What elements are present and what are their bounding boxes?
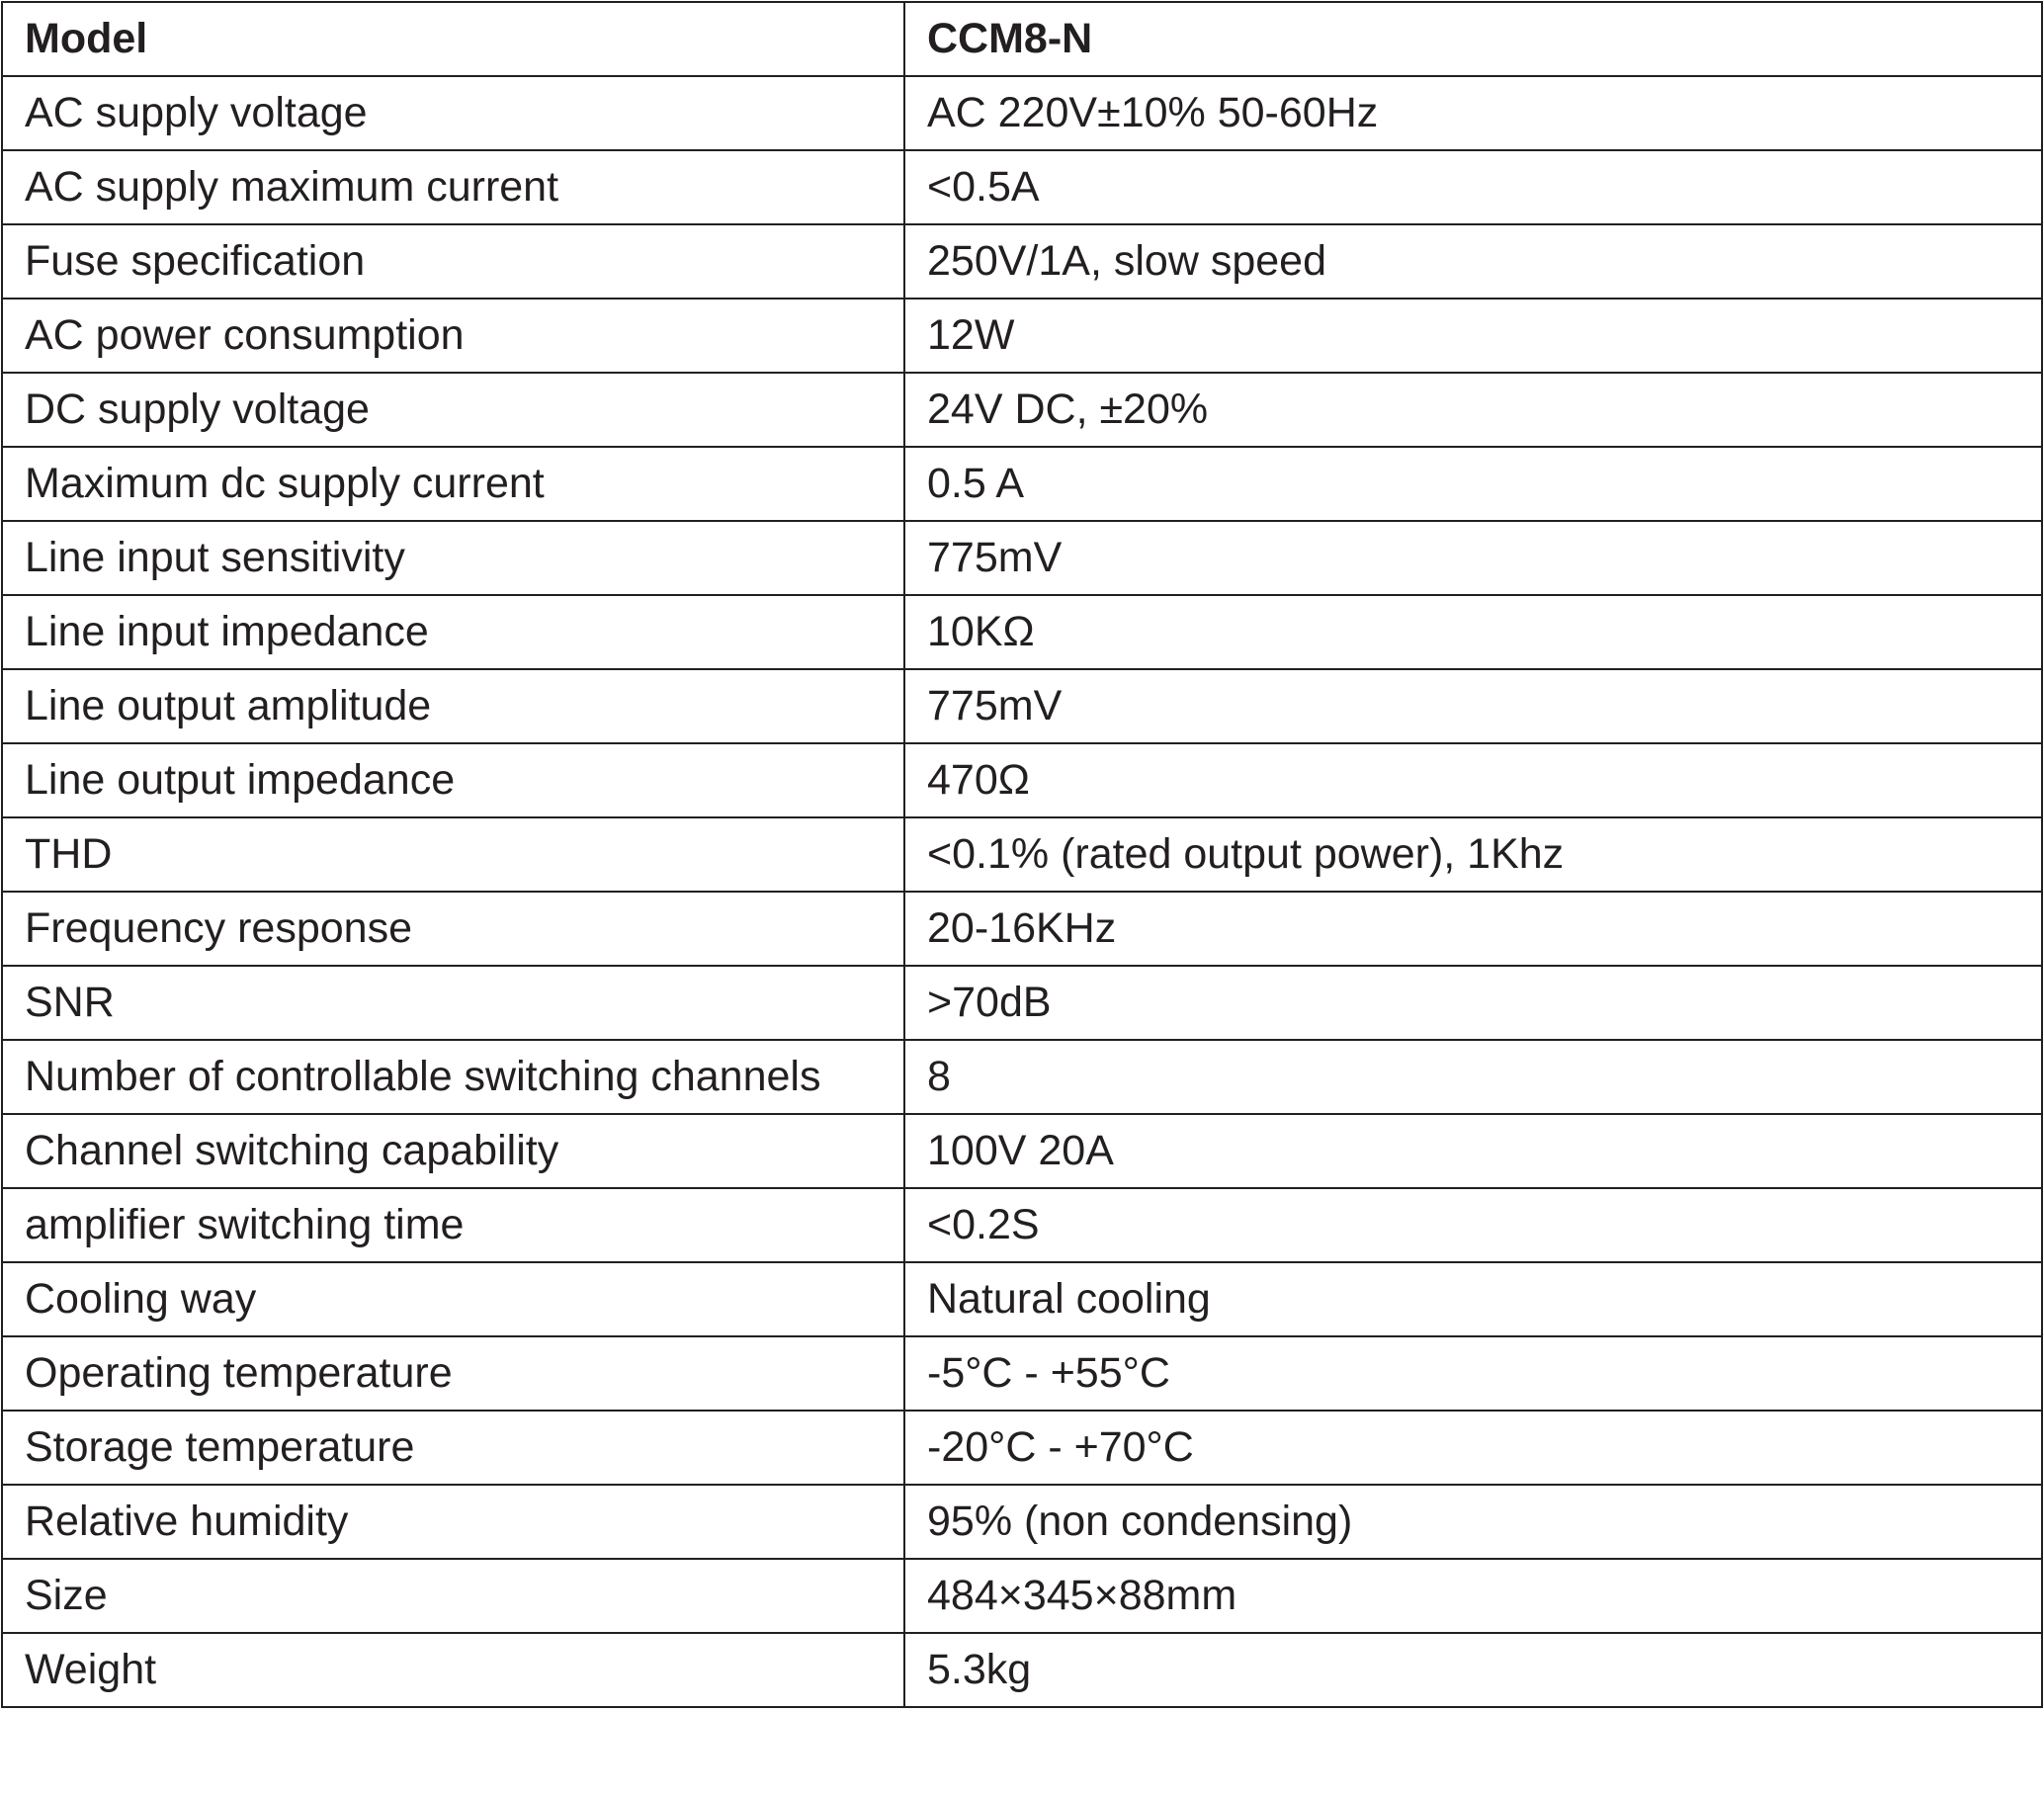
row-label-cell: Number of controllable switching channels	[2, 1040, 904, 1114]
row-label-cell: Weight	[2, 1633, 904, 1707]
row-value-cell: 10KΩ	[904, 595, 2042, 669]
row-label-cell: Maximum dc supply current	[2, 447, 904, 521]
table-row	[2, 521, 2042, 595]
row-value-cell: 775mV	[904, 669, 2042, 743]
row-label-cell: Line output amplitude	[2, 669, 904, 743]
row-value-cell: AC 220V±10% 50-60Hz	[904, 76, 2042, 150]
table-row	[2, 76, 2042, 150]
table-row	[2, 447, 2042, 521]
row-value-cell: 5.3kg	[904, 1633, 2042, 1707]
row-value-cell: >70dB	[904, 966, 2042, 1040]
spec-table	[1, 1, 2043, 1708]
row-label-cell: Channel switching capability	[2, 1114, 904, 1188]
row-label-cell: SNR	[2, 966, 904, 1040]
table-row	[2, 1040, 2042, 1114]
row-label-cell: DC supply voltage	[2, 373, 904, 447]
row-value-cell: <0.5A	[904, 150, 2042, 224]
row-value-cell: 775mV	[904, 521, 2042, 595]
row-label-cell: AC power consumption	[2, 299, 904, 373]
row-value-cell: 95% (non condensing)	[904, 1485, 2042, 1559]
table-row	[2, 669, 2042, 743]
row-value-cell: -5°C - +55°C	[904, 1336, 2042, 1411]
row-value-cell: <0.1% (rated output power), 1Khz	[904, 817, 2042, 892]
table-row	[2, 1188, 2042, 1262]
table-row	[2, 966, 2042, 1040]
row-label-cell: AC supply maximum current	[2, 150, 904, 224]
row-label-cell: amplifier switching time	[2, 1188, 904, 1262]
table-row	[2, 1411, 2042, 1485]
table-row	[2, 595, 2042, 669]
table-row	[2, 1485, 2042, 1559]
row-value-cell: 100V 20A	[904, 1114, 2042, 1188]
table-row	[2, 373, 2042, 447]
table-header-row	[2, 2, 2042, 76]
row-label-cell: Storage temperature	[2, 1411, 904, 1485]
row-value-cell: 24V DC, ±20%	[904, 373, 2042, 447]
row-value-cell: 20-16KHz	[904, 892, 2042, 966]
row-value-cell: -20°C - +70°C	[904, 1411, 2042, 1485]
row-label-cell: Relative humidity	[2, 1485, 904, 1559]
row-label-cell: THD	[2, 817, 904, 892]
row-label-cell: Line output impedance	[2, 743, 904, 817]
row-value-cell: 250V/1A, slow speed	[904, 224, 2042, 299]
row-value-cell: 470Ω	[904, 743, 2042, 817]
row-label-cell: Operating temperature	[2, 1336, 904, 1411]
row-label-cell: Fuse specification	[2, 224, 904, 299]
table-row	[2, 1559, 2042, 1633]
row-label-cell: Line input sensitivity	[2, 521, 904, 595]
row-label-cell: Cooling way	[2, 1262, 904, 1336]
table-row	[2, 224, 2042, 299]
table-row	[2, 1633, 2042, 1707]
header-value-cell: CCM8-N	[904, 2, 2042, 76]
row-value-cell: <0.2S	[904, 1188, 2042, 1262]
table-row	[2, 892, 2042, 966]
row-value-cell: 0.5 A	[904, 447, 2042, 521]
header-label-cell: Model	[2, 2, 904, 76]
table-row	[2, 150, 2042, 224]
row-label-cell: Line input impedance	[2, 595, 904, 669]
row-label-cell: Size	[2, 1559, 904, 1633]
row-value-cell: 8	[904, 1040, 2042, 1114]
row-value-cell: 12W	[904, 299, 2042, 373]
table-row	[2, 1262, 2042, 1336]
table-row	[2, 817, 2042, 892]
row-label-cell: Frequency response	[2, 892, 904, 966]
table-row	[2, 1114, 2042, 1188]
table-row	[2, 1336, 2042, 1411]
row-value-cell: Natural cooling	[904, 1262, 2042, 1336]
table-row	[2, 743, 2042, 817]
row-label-cell: AC supply voltage	[2, 76, 904, 150]
row-value-cell: 484×345×88mm	[904, 1559, 2042, 1633]
table-row	[2, 299, 2042, 373]
